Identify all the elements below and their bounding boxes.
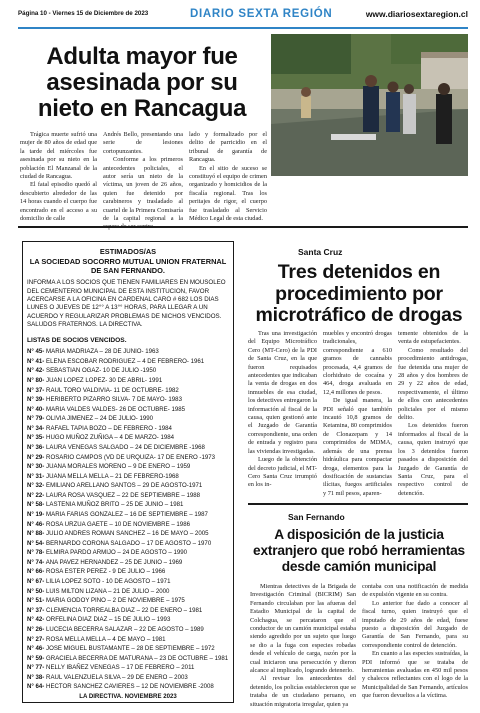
member-entry xyxy=(27,376,229,386)
member-entry xyxy=(27,673,229,683)
member-entry xyxy=(27,596,229,606)
member-entry xyxy=(27,386,229,396)
story2-column-3: temente obtenidos de la venta de estupefacientes. Como resultado del procedimiento antidrogas, fue detenida una mujer de 28 años y dos hombres de 29 y 22 años de edad, respectivamente, el último de ellos con antecedentes policiales por el mismo delito. Los detenidos fueron informados al fiscal de la causa, quien instruyó que los 3 detenidos fueron pasados a disposición del Juzgado de Garantía de Santa Cruz, para el respectivo control de detención. xyxy=(398,330,468,497)
member-number: N° 32- xyxy=(27,482,45,490)
member-number: N° 30- xyxy=(27,463,45,471)
member-number: N° 77- xyxy=(27,664,45,672)
member-name-date: LAURA ROSA VASQUEZ – 22 DE SEPTIEMBRE – 1988 xyxy=(46,491,201,499)
member-name-date: BERNARDO CORONA SALGADO – 17 DE AGOSTO – 1970 xyxy=(46,539,212,547)
member-entry xyxy=(27,414,229,424)
story3-column-2: contaba con una notificación de medida de expulsión vigente en su contra. Lo anterior fue dado a conocer al fiscal turno, quien instruyó que el imputado de 29 años de edad, fuese puesto a disposición del Juzgado de Garantía de San Fernando, para su correspondiente control de detención. En cuanto a las especies sustraídas, la PDI informó que se trataba de herramientas avaluadas en 450 mil pesos y chalecos reflectantes con el logo de la Municipalidad de San Fernando, artículos que fueron devueltos a la víctima. xyxy=(362,583,468,700)
member-number: N° 78- xyxy=(27,549,45,557)
member-name-date: ROSA URZUA GAETE – 10 DE NOVIEMBRE – 1986 xyxy=(46,520,190,528)
member-entry xyxy=(27,625,229,635)
member-name-date: ROSA ESTER PEREZ - 9 DE JULIO – 1966 xyxy=(46,568,166,576)
member-entry xyxy=(27,548,229,558)
member-name-date: CLEMENCIA TORREALBA DIAZ – 22 DE ENERO – 1981 xyxy=(46,606,203,614)
member-name-date: ANA PAVEZ HERNANDEZ – 25 DE JUNIO – 1969 xyxy=(45,558,183,566)
member-number: N° 79- xyxy=(27,415,45,423)
member-entry xyxy=(27,587,229,597)
member-number: N° 66- xyxy=(27,568,45,576)
story3-column-1: Mientras detectives de la Brigada de Investigación Criminal (BICRIM) San Fernando circulaban por las afueras del Estadio Municipal de la capital de Colchagua, se percataron que el conductor de un camión municipal estaba siendo agredido por un sujeto que luego se dio a la fuga con especies robadas desde el vehículo de carga, razón por la cual iniciaron una persecución y dieron alcance al implicado, logrando detenerlo. Al revisar los antecedentes del detenido, los policías establecieron que se trataba de un ciudadano peruano, en situación migratoria irregular, quien ya xyxy=(250,583,356,708)
member-number: N° 37- xyxy=(27,386,45,394)
member-entry xyxy=(27,577,229,587)
member-name-date: ELENA ESCOBAR RODRIGUEZ – 4 DE FEBRERO- 1961 xyxy=(46,357,205,365)
member-entry xyxy=(27,357,229,367)
member-number: N° 34- xyxy=(27,424,45,432)
member-name-date: OLIVIA JIMENEZ – 24 DE JULIO- 1990 xyxy=(46,415,154,423)
crime-scene-photo xyxy=(271,34,468,176)
member-entry xyxy=(27,366,229,376)
notice-org: LA SOCIEDAD SOCORRO MUTUAL UNION FRATERNAL DE SAN FERNANDO. xyxy=(29,257,227,276)
member-name-date: JUANA MORALES MORENO – 9 DE ENERO – 1959 xyxy=(46,463,191,471)
notice-body: INFORMA A LOS SOCIOS QUE TIENEN FAMILIARES EN MOUSOLEO DEL CEMENTERIO MUNICIPAL DE ESTA INSTITUCION, FAVOR ACERCARSE A LA OFICINA EN CARDENAL CARO # 682 LOS DIAS LUNES O JUEVES DE 12°° A 13°° HORAS, PARA LLEGAR A UN ACUERDO Y REGULARIZAR PROBLEMAS DE NICHOS VENCIDOS. SALUDOS FRATERNOS. LA DIRECTIVA. xyxy=(27,279,226,328)
member-entry xyxy=(27,500,229,510)
member-name-date: LILIA LOPEZ SOTO - 10 DE AGOSTO – 1971 xyxy=(46,578,171,586)
story1-column-2: Andrés Bello, presentando una serie de lesiones cortopunzantes. Conforme a los primeros antecedentes policiales, el autor sería un nieto de la víctima, un joven de 26 años, quien fue detenido por carabineros y trasladado al cuartel de la Primera Comisaría de la capital regional a la xyxy=(103,131,183,223)
member-entry xyxy=(27,635,229,645)
member-entry xyxy=(27,510,229,520)
member-name-date: RAUL VALENZUELA SILVA – 29 DE ENERO – 2003 xyxy=(46,673,188,681)
member-entry xyxy=(27,462,229,472)
member-number: N° 35- xyxy=(27,434,45,442)
member-entry xyxy=(27,606,229,616)
mutual-society-notice xyxy=(22,241,234,703)
member-name-date: ELMIRA PARDO ARMIJO – 24 DE AGOSTO – 1990 xyxy=(46,549,188,557)
member-number: N° 59- xyxy=(27,654,45,662)
member-number: N° 67- xyxy=(27,578,45,586)
member-entry xyxy=(27,472,229,482)
member-name-date: RAFAEL TAPIA BOZO – DE FEBRERO - 1984 xyxy=(46,424,172,432)
member-number: N° 51- xyxy=(27,597,45,605)
member-number: N° 22- xyxy=(27,491,45,499)
member-entry xyxy=(27,443,229,453)
member-name-date: JOSE MIGUEL BUSTAMANTE – 28 DE SEPTIEMBRE – 1972 xyxy=(46,645,215,653)
member-number: N° 38- xyxy=(27,673,45,681)
member-entry xyxy=(27,663,229,673)
member-number: N° 80- xyxy=(27,376,45,384)
member-number: N° 46- xyxy=(27,520,45,528)
member-number: N° 45- xyxy=(27,348,45,356)
section-rule xyxy=(18,226,468,228)
story2-column-1: Tras una investigación del Equipo Microtráfico Cero (MT-Cero) de la PDI de Santa Cruz, en la que fueron requisados antecedentes que indicaban la venta de drogas en dos inmuebles de esa ciudad, los detectives entregaron la información al fiscal de la causa, quien gestionó ante el Juzgado de Garantía correspondiente, una orden de entrada y registro para las viviendas investigadas. Luego de la obtención del decreto judicial, el MT-Cero Santa Cruz irrumpió en los in- xyxy=(248,330,317,489)
notice-signoff: LA DIRECTIVA. NOVIEMBRE 2023 xyxy=(79,693,177,700)
member-name-date: MARIA MADRIAZA – 28 DE JUNIO- 1963 xyxy=(46,348,159,356)
members-list xyxy=(27,347,229,692)
notice-title: ESTIMADOS/AS xyxy=(99,247,157,256)
member-name-date: ROSARIO CAMPOS (VD DE URQUIZA- 17 DE ENERO -1973 xyxy=(46,453,216,461)
story1-column-3: lado y formalizado por el delito de parricidio en el tribunal de garantía de Rancagua. En el sitio de suceso se constituyó el equipo de crimen organizado y homicidios de la fiscalía regional. Tras los peritajes de rigor, el cuerpo fue trasladado al Servicio Médico Legal de esta ciudad. xyxy=(189,131,267,223)
member-entry xyxy=(27,481,229,491)
member-number: N° 29- xyxy=(27,453,45,461)
member-name-date: MARIA FARIAS GONZALEZ – 16 DE SEPTIEMBRE – 1987 xyxy=(46,511,208,519)
member-name-date: LUCECIA BECERRA SALAZAR – 22 DE AGOSTO – 1989 xyxy=(46,625,204,633)
member-number: N° 54- xyxy=(27,539,45,547)
member-number: N° 42- xyxy=(27,367,45,375)
member-number: N° 40- xyxy=(27,405,45,413)
member-number: N° 27- xyxy=(27,635,45,643)
member-entry xyxy=(27,558,229,568)
member-number: N° 26- xyxy=(27,625,45,633)
member-entry xyxy=(27,347,229,357)
story3-kicker: San Fernando xyxy=(288,512,345,522)
page-info: Página 10 - Viernes 15 de Diciembre de 2023 xyxy=(18,10,149,17)
story2-column-2: muebles y encontró drogas tradicionales, correspondiente a 610 gramos de cannabis procesada, 4,4 gramos de clorhidrato de cocaína y 464, droga avaluada en 12,4 millones de pesos. De igual manera, la PDI señaló que también incautó 10,8 gramos de Ketamina, 80 comprimidos de Clonazepam y 14 comprimidos de MDMA, además de una prensa hidráulica para compactar droga, elementos para la dosificación de sustancias ilícitas, fuegos artificiales y 71 mil pesos, aparen- xyxy=(323,330,392,497)
member-entry xyxy=(27,453,229,463)
header-rule xyxy=(18,27,468,29)
member-name-date: RAUL TORO VALDIVIA- 11 DE OCTUBRE- 1982 xyxy=(46,386,179,394)
website-url[interactable]: www.diariosextaregion.cl xyxy=(365,9,468,19)
member-entry xyxy=(27,433,229,443)
story2-kicker: Santa Cruz xyxy=(298,247,343,257)
member-entry xyxy=(27,539,229,549)
member-number: N° 42- xyxy=(27,616,45,624)
member-number: N° 39- xyxy=(27,396,45,404)
member-name-date: MARIA VALDES VALDES- 26 DE OCTUBRE- 1985 xyxy=(46,405,186,413)
member-name-date: ORFELINA DIAZ DIAZ – 15 DE JULIO – 1993 xyxy=(46,616,171,624)
member-entry xyxy=(27,520,229,530)
member-number: N° 58- xyxy=(27,501,45,509)
member-name-date: LUIS MILTON LIZANA – 21 DE JULIO – 2000 xyxy=(46,587,170,595)
member-number: N° 50- xyxy=(27,587,45,595)
member-number: N° 36- xyxy=(27,443,45,451)
story2-headline: Tres detenidos en procedimiento por microtráfico de drogas xyxy=(255,261,463,326)
page-header xyxy=(18,8,468,24)
member-entry xyxy=(27,654,229,664)
member-name-date: HUGO MUÑOZ ZUÑIGA – 4 DE MARZO- 1984 xyxy=(46,434,175,442)
member-entry xyxy=(27,567,229,577)
member-name-date: JUANA MELLA MELLA – 21 DE FEBRERO-1968 xyxy=(46,472,179,480)
member-name-date: ROSA MELLA MELLA – 4 DE MAYO – 1981 xyxy=(46,635,166,643)
member-entry xyxy=(27,644,229,654)
member-name-date: NELLY IBAÑEZ VENEGAS – 17 DE FEBRERO – 2011 xyxy=(46,664,195,672)
story3-headline: A disposición de la justicia extranjero que robó herramientas desde camión municipal xyxy=(253,527,465,575)
member-number: N° 19- xyxy=(27,511,45,519)
member-name-date: HECTOR SANCHEZ CAVIERES – 12 DE NOVIEMBRE -2008 xyxy=(46,683,214,691)
member-name-date: HERIBERTO PIZARRO SILVA- 7 DE MAYO- 1983 xyxy=(46,396,182,404)
members-list-title: LISTAS DE SOCIOS VENCIDOS. xyxy=(27,337,127,345)
member-entry xyxy=(27,424,229,434)
member-name-date: JULIO ANDRES ROMAN SANCHEZ – 16 DE MAYO – 2005 xyxy=(46,530,209,538)
member-name-date: EMILIANO ARELLANO SANTOS – 29 DE AGOSTO-1971 xyxy=(46,482,203,490)
member-name-date: LASTENIA MUÑOZ BRITO – 25 DE JUNIO – 1981 xyxy=(46,501,184,509)
member-entry xyxy=(27,615,229,625)
member-number: N° 37- xyxy=(27,606,45,614)
member-number: N° 64- xyxy=(27,683,45,691)
member-entry xyxy=(27,395,229,405)
member-entry xyxy=(27,529,229,539)
member-number: N° 31- xyxy=(27,472,45,480)
member-name-date: LAURA VENEGAS SALGADO – 24 DE DICIEMBRE -1968 xyxy=(46,443,205,451)
story-divider xyxy=(248,503,468,505)
member-name-date: JUAN LOPEZ LOPEZ- 30 DE ABRIL- 1991 xyxy=(46,376,163,384)
member-name-date: SEBASTIAN OGAZ- 10 DE JULIO -1950 xyxy=(46,367,157,375)
story1-headline: Adulta mayor fue asesinada por su nieto en Rancagua xyxy=(37,43,247,122)
member-name-date: GRACIELA BECERRA DE MATURANA – 23 DE OCTUBRE – 1981 xyxy=(46,654,229,662)
member-entry xyxy=(27,491,229,501)
member-entry xyxy=(27,405,229,415)
member-number: N° 46- xyxy=(27,645,45,653)
member-number: N° 41- xyxy=(27,357,45,365)
member-entry xyxy=(27,682,229,692)
member-number: N° 88- xyxy=(27,530,45,538)
story1-column-1: Trágica muerte sufrió una mujer de 80 años de edad que la tarde del miércoles fue asesinada por su nieto en la población El Manzanal de la ciudad de Rancagua. El fatal episodio quedó al descubierto alrededor de las 14 horas cuando el cuerpo fue encontrado en el acceso a su domicilio de calle xyxy=(20,131,97,223)
member-name-date: MARIA GODOY PINO – 2 DE NOVIEMBRE – 1975 xyxy=(46,597,185,605)
member-number: N° 74- xyxy=(27,558,45,566)
masthead: DIARIO SEXTA REGIÓN xyxy=(190,8,333,20)
